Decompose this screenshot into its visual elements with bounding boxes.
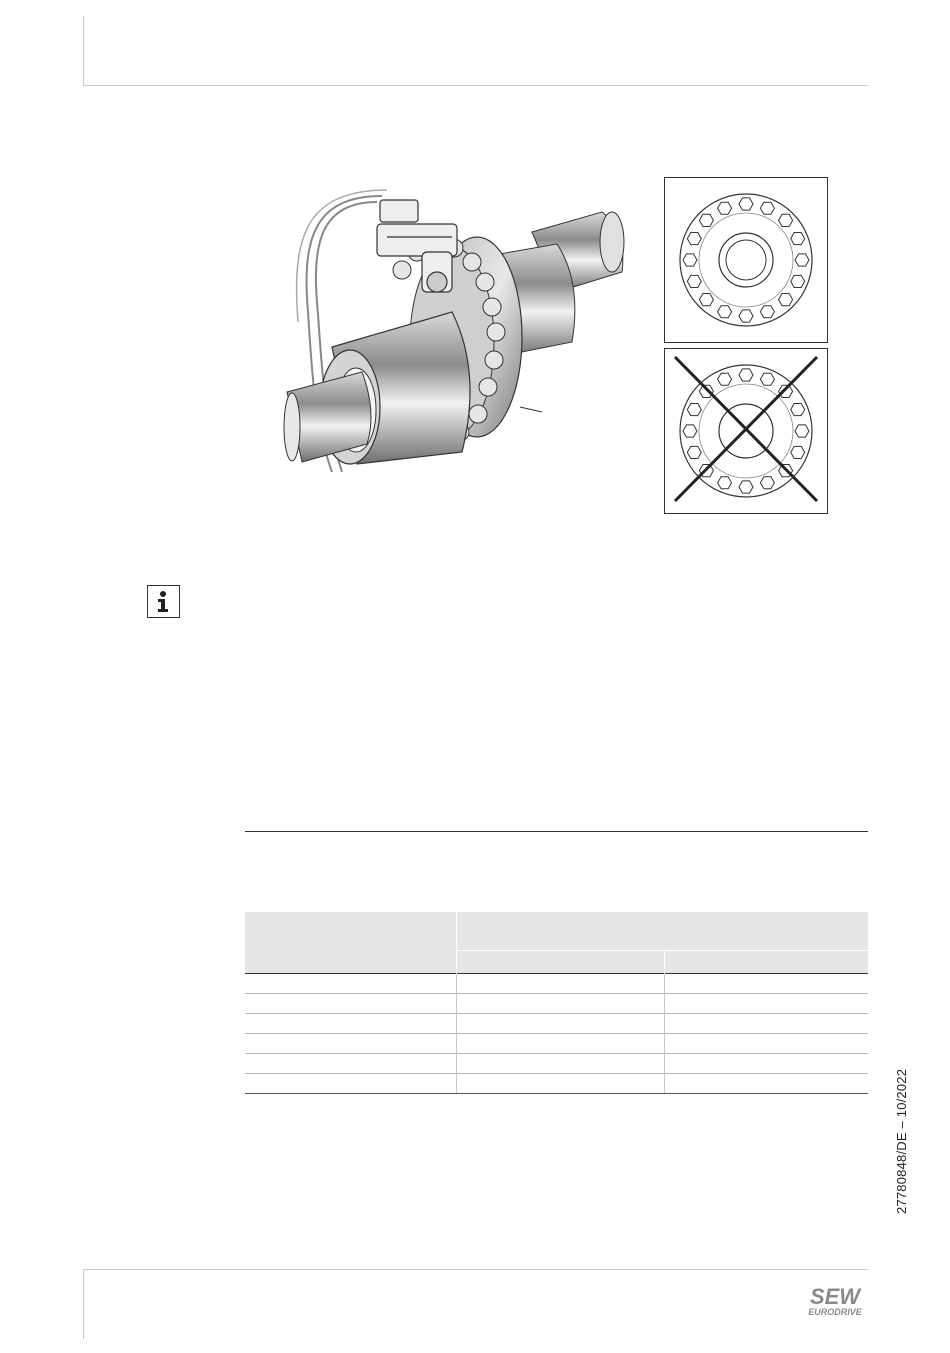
bolt-head-icon: [683, 254, 697, 266]
bolt-head-icon: [791, 404, 805, 416]
table-row: [245, 1054, 868, 1074]
bolt-head-icon: [687, 404, 701, 416]
coupling-illustration: [282, 182, 652, 472]
bolt-head-icon: [760, 202, 774, 214]
table-header-cell: [456, 912, 868, 951]
bolt-head-icon: [718, 202, 732, 214]
sew-eurodrive-logo: [800, 1284, 870, 1318]
header-horizontal-rule: [83, 85, 868, 86]
inset-incorrect-pattern: [664, 348, 828, 514]
table-row: [245, 1074, 868, 1094]
info-icon: [147, 585, 180, 618]
bolt-head-icon: [699, 294, 713, 306]
footer-horizontal-rule: [83, 1269, 868, 1270]
bolt-head-icon: [791, 275, 805, 287]
bolt-head-icon: [795, 254, 809, 266]
bolt-head-icon: [795, 425, 809, 437]
bolt-head-icon: [779, 214, 793, 226]
svg-text:EURODRIVE: EURODRIVE: [808, 1307, 862, 1317]
bolt-head-icon: [791, 446, 805, 458]
bolt-head-icon: [791, 233, 805, 245]
bolt-head-icon: [687, 275, 701, 287]
table-subheader-cell: [456, 951, 664, 974]
footer-vertical-rule: [83, 1269, 84, 1339]
bolt-pattern-correct-icon: [665, 178, 827, 342]
bolt-head-icon: [760, 306, 774, 318]
bolt-head-icon: [760, 373, 774, 385]
bolt-head-icon: [687, 233, 701, 245]
section-divider: [245, 831, 868, 832]
document-id: 27780848/DE – 10/2022: [894, 1068, 909, 1214]
table-header-cell: [245, 912, 456, 974]
bolt-head-icon: [739, 481, 753, 493]
bolt-pattern-incorrect-icon: [665, 349, 827, 513]
header-vertical-rule: [83, 16, 84, 86]
table-row: [245, 974, 868, 994]
bolt-head-icon: [718, 306, 732, 318]
table-subheader-cell: [664, 951, 868, 974]
bolt-head-icon: [760, 477, 774, 489]
specification-table: [245, 912, 868, 1094]
bolt-head-icon: [687, 446, 701, 458]
inset-correct-pattern: [664, 177, 828, 343]
table-row: [245, 1034, 868, 1054]
bolt-head-icon: [779, 294, 793, 306]
bolt-head-icon: [739, 369, 753, 381]
table-row: [245, 994, 868, 1014]
bolt-head-icon: [739, 198, 753, 210]
bolt-head-icon: [699, 214, 713, 226]
bolt-head-icon: [718, 477, 732, 489]
bolt-head-icon: [718, 373, 732, 385]
bolt-head-icon: [739, 310, 753, 322]
svg-text:SEW: SEW: [809, 1284, 861, 1309]
bolt-head-icon: [683, 425, 697, 437]
table-row: [245, 1014, 868, 1034]
